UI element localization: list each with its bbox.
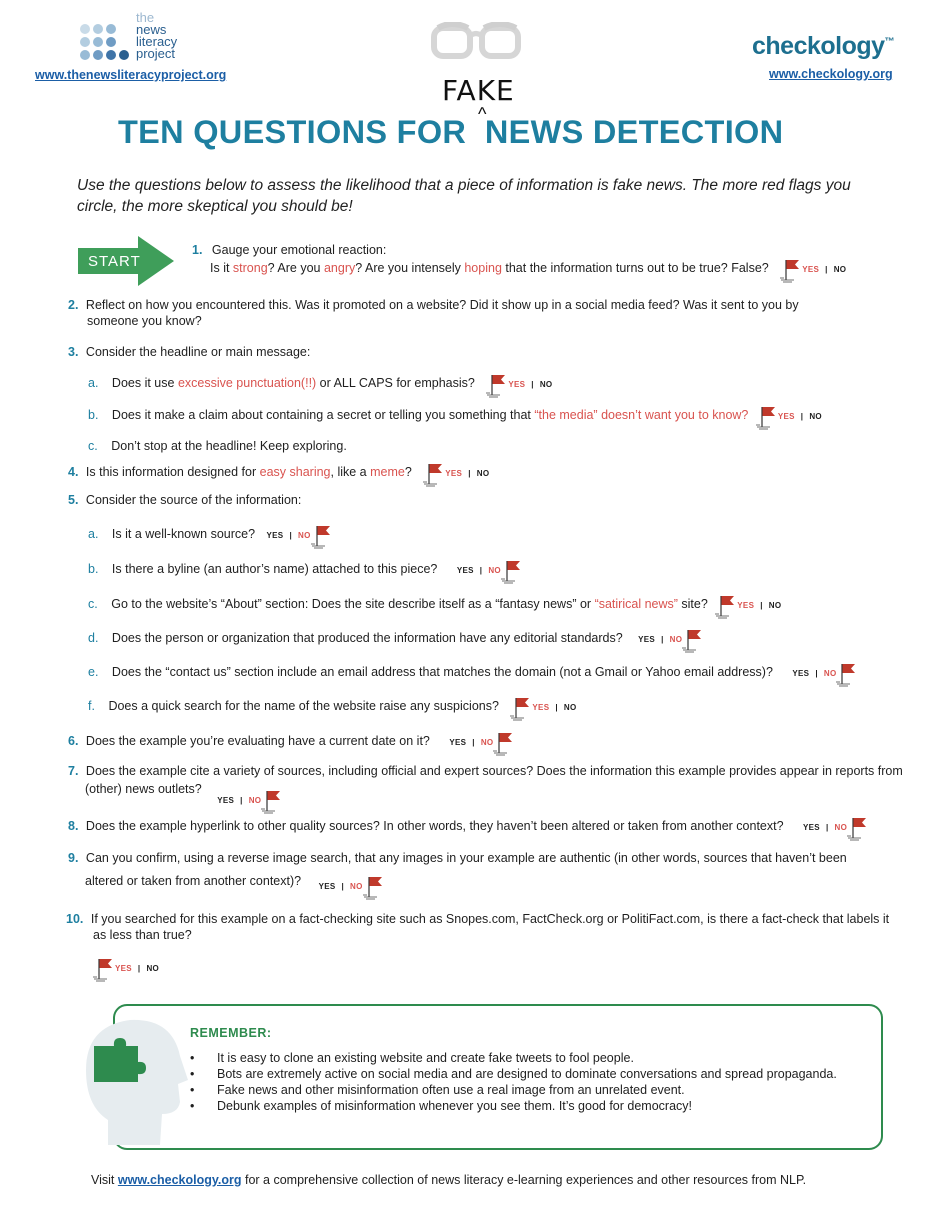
- head-puzzle-icon: [80, 1010, 190, 1145]
- yes-option[interactable]: YES: [532, 703, 550, 712]
- answer-group: [217, 789, 283, 815]
- yes-option[interactable]: YES: [318, 882, 336, 891]
- red-flag-icon: [363, 875, 385, 901]
- question-5e: [88, 662, 858, 688]
- yes-option[interactable]: YES: [445, 469, 463, 478]
- question-text: Reflect on how you encountered this. Was it promoted on a website? Did it show up in a social media feed? Was it sent to you by: [85, 298, 799, 312]
- footer-text: [91, 1173, 806, 1187]
- answer-group: [715, 594, 781, 620]
- answer-separator: |: [289, 531, 292, 540]
- question-2-line-2: someone you know?: [87, 314, 202, 328]
- yes-option[interactable]: YES: [456, 566, 474, 575]
- highlight-text: “the media” doesn’t want you to know?: [534, 408, 749, 422]
- answer-separator: |: [815, 669, 818, 678]
- answer-group: [803, 816, 869, 842]
- answer-group: [780, 258, 846, 284]
- yes-option[interactable]: YES: [737, 601, 755, 610]
- no-option[interactable]: NO: [476, 469, 490, 478]
- no-option[interactable]: NO: [350, 882, 363, 891]
- list-item: • Bots are extremely active on social media and are designed to dominate conversations and spread propaganda.: [190, 1066, 880, 1082]
- nlp-logo-line: the: [136, 10, 155, 25]
- question-text: Is this information designed for: [85, 465, 260, 479]
- no-option[interactable]: NO: [146, 964, 160, 973]
- yes-option[interactable]: YES: [115, 964, 132, 973]
- highlight-text: easy sharing: [259, 465, 331, 479]
- red-flag-icon: [847, 816, 869, 842]
- question-text: Gauge your emotional reaction:: [211, 243, 387, 257]
- question-5c: [88, 594, 781, 620]
- question-number: 5.: [68, 493, 79, 507]
- sub-question-label: e.: [88, 665, 99, 679]
- yes-option[interactable]: YES: [803, 823, 820, 832]
- question-text: Is it: [210, 261, 233, 275]
- question-7-line-2: [85, 779, 283, 805]
- question-text: ? Are you: [267, 261, 324, 275]
- question-text: Does the example hyperlink to other quality sources? In other words, they haven’t been altered or taken from another context?: [85, 819, 784, 833]
- red-flag-icon: [756, 405, 778, 431]
- sub-question-label: c.: [88, 439, 98, 453]
- question-text: Does it make a claim about containing a secret or telling you something that: [111, 408, 535, 422]
- answer-separator: |: [661, 635, 664, 644]
- question-text: If you searched for this example on a fact-checking site such as Snopes.com, FactCheck.org or PolitiFact.com, is there a fact-check that labels it: [90, 912, 890, 926]
- red-flag-icon: [715, 594, 737, 620]
- remember-title: REMEMBER:: [190, 1026, 272, 1040]
- question-5b: [88, 559, 523, 585]
- question-text: Consider the source of the information:: [85, 493, 302, 507]
- question-text: site?: [677, 597, 708, 611]
- caret-mark: ^: [478, 104, 487, 124]
- question-9-line-2: [85, 871, 385, 897]
- answer-group: [792, 662, 858, 688]
- yes-option[interactable]: YES: [217, 796, 235, 805]
- question-10-line-2: as less than true?: [93, 928, 192, 942]
- question-number: 7.: [68, 764, 79, 778]
- no-option[interactable]: NO: [539, 380, 553, 389]
- sub-question-label: a.: [88, 527, 99, 541]
- no-option[interactable]: NO: [488, 566, 501, 575]
- red-flag-icon: [682, 628, 704, 654]
- start-arrow: [78, 236, 174, 286]
- answer-group: [457, 559, 523, 585]
- list-item: • Debunk examples of misinformation whenever you see them. It’s good for democracy!: [190, 1098, 880, 1114]
- yes-option[interactable]: YES: [777, 412, 795, 421]
- checkology-tm: ™: [884, 36, 895, 48]
- question-3a: [88, 373, 552, 399]
- no-option[interactable]: NO: [834, 823, 848, 832]
- answer-separator: |: [760, 601, 763, 610]
- sub-question-label: f.: [88, 699, 95, 713]
- red-flag-icon: [501, 559, 523, 585]
- question-number: 6.: [68, 734, 79, 748]
- sub-question-label: b.: [88, 408, 99, 422]
- question-text: Consider the headline or main message:: [85, 345, 311, 359]
- no-option[interactable]: NO: [480, 738, 494, 747]
- question-3b: [88, 405, 822, 431]
- answer-separator: |: [531, 380, 534, 389]
- question-5a: [88, 524, 333, 550]
- page-title: [118, 114, 783, 151]
- highlight-text: “satirical news”: [594, 597, 678, 611]
- list-item: • It is easy to clone an existing website and create fake tweets to fool people.: [190, 1050, 880, 1066]
- nlp-logo-line: literacy: [136, 34, 178, 49]
- checkology-logo-text: checkology: [752, 32, 885, 60]
- fake-word: FAKE: [442, 74, 515, 107]
- question-number: 9.: [68, 851, 79, 865]
- no-option[interactable]: NO: [833, 265, 847, 274]
- glasses-icon: [430, 22, 522, 68]
- red-flag-icon: [93, 957, 115, 983]
- answer-group: [638, 628, 704, 654]
- footer-checkology-link[interactable]: www.checkology.org: [117, 1173, 242, 1187]
- highlight-text: hoping: [464, 261, 502, 275]
- question-5d: [88, 628, 704, 654]
- question-text: Don’t stop at the headline! Keep exploring.: [111, 439, 347, 453]
- highlight-text: meme: [370, 465, 405, 479]
- question-text: Go to the website’s “About” section: Does the site describe itself as a “fantasy news” or: [111, 597, 595, 611]
- question-text: Is there a byline (an author’s name) attached to this piece?: [111, 562, 438, 576]
- answer-group: [756, 405, 822, 431]
- no-option[interactable]: NO: [768, 601, 782, 610]
- footer-suffix: for a comprehensive collection of news literacy e-learning experiences and other resources from NLP.: [241, 1173, 807, 1187]
- answer-separator: |: [800, 412, 804, 421]
- question-text: altered or taken from another context)?: [85, 874, 302, 888]
- answer-group: [510, 696, 576, 722]
- list-item: • Fake news and other misinformation often use a real image from an unrelated event.: [190, 1082, 880, 1098]
- no-option[interactable]: NO: [563, 703, 577, 712]
- question-4: [68, 462, 489, 488]
- no-option[interactable]: NO: [298, 531, 311, 540]
- question-1: [192, 242, 386, 258]
- question-10: [66, 911, 889, 927]
- nlp-url-link[interactable]: www.thenewsliteracyproject.org: [35, 68, 227, 82]
- answer-separator: |: [825, 265, 828, 274]
- question-text: , like a: [330, 465, 371, 479]
- question-text: ?: [404, 465, 412, 479]
- answer-group: [449, 731, 515, 757]
- footer-prefix: Visit: [91, 1173, 118, 1187]
- no-option[interactable]: NO: [809, 412, 822, 421]
- question-1-line-2: [210, 258, 846, 284]
- nlp-logo-text: [136, 12, 177, 60]
- sub-question-label: d.: [88, 631, 99, 645]
- question-3c: [88, 438, 347, 454]
- yes-option[interactable]: YES: [508, 380, 526, 389]
- question-text: Does it use: [111, 376, 178, 390]
- red-flag-icon: [780, 258, 802, 284]
- question-number: 10.: [66, 912, 84, 926]
- question-text: Can you confirm, using a reverse image search, that any images in your example are authentic (in other words, sources that haven’t been: [85, 851, 847, 865]
- question-text: Does the person or organization that produced the information have any editorial standards?: [111, 631, 623, 645]
- red-flag-icon: [836, 662, 858, 688]
- answer-separator: |: [137, 964, 141, 973]
- answer-separator: |: [472, 738, 475, 747]
- question-8: [68, 816, 869, 842]
- nlp-logo-dots: [80, 24, 134, 64]
- question-text: Does the example you’re evaluating have a current date on it?: [85, 734, 430, 748]
- question-10-answers: [93, 957, 159, 983]
- intro-text: Use the questions below to assess the likelihood that a piece of information is fake news. The more red flags you circle, the more skeptical you should be!: [77, 177, 851, 215]
- question-number: 1.: [192, 243, 203, 257]
- question-text: Does a quick search for the name of the website raise any suspicions?: [108, 699, 499, 713]
- sub-question-label: b.: [88, 562, 99, 576]
- answer-group: [423, 462, 489, 488]
- highlight-text: excessive punctuation(!!): [177, 376, 317, 390]
- title-part-1: TEN QUESTIONS FOR: [118, 114, 467, 150]
- answer-separator: |: [555, 703, 558, 712]
- red-flag-icon: [510, 696, 532, 722]
- answer-group: [93, 964, 159, 973]
- no-option[interactable]: NO: [823, 669, 837, 678]
- red-flag-icon: [486, 373, 508, 399]
- nlp-logo-line: project: [136, 46, 176, 61]
- answer-separator: |: [341, 882, 345, 891]
- question-9: [68, 850, 847, 866]
- answer-separator: |: [240, 796, 243, 805]
- question-text: that the information turns out to be true? False?: [501, 261, 769, 275]
- question-2: [68, 297, 799, 313]
- question-text: or ALL CAPS for emphasis?: [316, 376, 475, 390]
- title-part-2: NEWS DETECTION: [484, 114, 784, 150]
- yes-option[interactable]: YES: [449, 738, 467, 747]
- yes-option[interactable]: YES: [802, 265, 820, 274]
- highlight-text: strong: [232, 261, 268, 275]
- no-option[interactable]: NO: [248, 796, 262, 805]
- highlight-text: angry: [323, 261, 356, 275]
- question-number: 3.: [68, 345, 79, 359]
- answer-group: [319, 875, 385, 901]
- question-6: [68, 731, 515, 757]
- sub-question-label: a.: [88, 376, 99, 390]
- question-5: [68, 492, 301, 508]
- checkology-url-link[interactable]: www.checkology.org: [769, 67, 893, 81]
- answer-separator: |: [468, 469, 471, 478]
- red-flag-icon: [311, 524, 333, 550]
- question-7: [68, 763, 903, 779]
- question-text: Is it a well-known source?: [111, 527, 256, 541]
- nlp-logo-line: news: [136, 22, 167, 37]
- question-text: Does the “contact us” section include an email address that matches the domain (not a Gmail or Yahoo email address)?: [111, 665, 773, 679]
- question-number: 4.: [68, 465, 79, 479]
- red-flag-icon: [423, 462, 445, 488]
- yes-option[interactable]: YES: [266, 531, 284, 540]
- question-text: (other) news outlets?: [85, 782, 202, 796]
- nlp-logo: [78, 12, 198, 62]
- sub-question-label: c.: [88, 597, 98, 611]
- remember-list: [190, 1050, 880, 1114]
- question-number: 2.: [68, 298, 79, 312]
- red-flag-icon: [493, 731, 515, 757]
- answer-group: [486, 373, 552, 399]
- red-flag-icon: [261, 789, 283, 815]
- answer-separator: |: [825, 823, 829, 832]
- question-5f: [88, 696, 577, 722]
- checkology-logo: [752, 32, 894, 61]
- answer-separator: |: [479, 566, 483, 575]
- question-text: Does the example cite a variety of sources, including official and expert sources? Does the information this example provides appear in reports from: [85, 764, 903, 778]
- start-label: START: [88, 253, 141, 270]
- question-number: 8.: [68, 819, 79, 833]
- question-text: ? Are you intensely: [355, 261, 465, 275]
- no-option[interactable]: NO: [669, 635, 683, 644]
- question-3: [68, 344, 310, 360]
- yes-option[interactable]: YES: [638, 635, 656, 644]
- yes-option[interactable]: YES: [792, 669, 810, 678]
- answer-group: [267, 524, 333, 550]
